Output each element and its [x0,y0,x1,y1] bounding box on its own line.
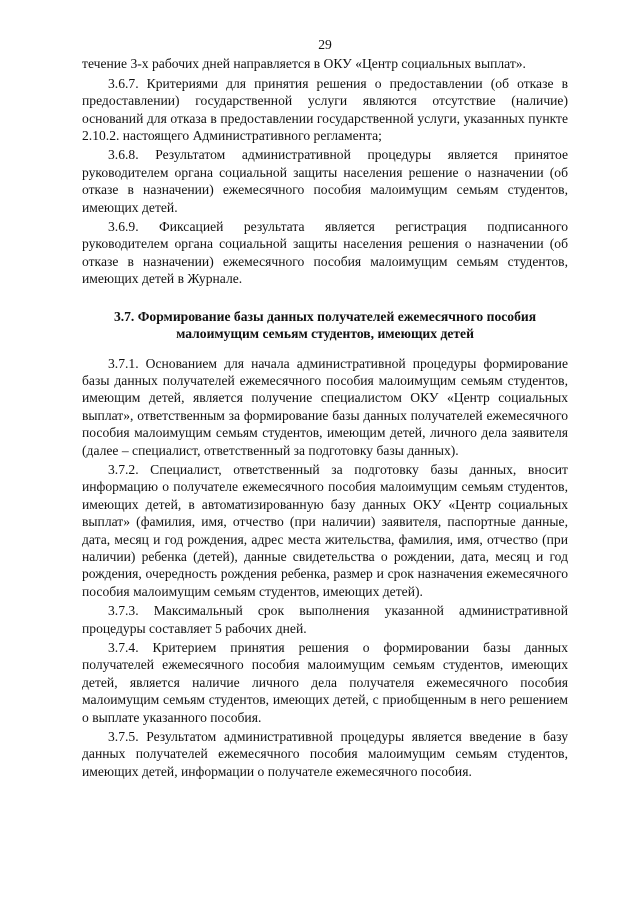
paragraph-3-7-5: 3.7.5. Результатом административной процедуры является введение в базу данных получателей ежемесячного пособия малоимущим семьям студентов, имеющих детей, информации о получателе ежемесячного пособия. [82,729,568,779]
paragraph-3-7-2: 3.7.2. Специалист, ответственный за подготовку базы данных, вносит информацию о получателе ежемесячного пособия малоимущим семьям студентов, имеющих детей, в автоматизированную базу данных ОКУ «Центр социальных выплат» (фамилия, имя, отчество (при наличии) заявителя, паспортные данные, дата, месяц и год рождения, адрес места жительства, фамилия, имя, отчество (при наличии) ребенка (детей), данные свидетельства о рождении, дата, месяц и год рождения, очередность рождения ребенка, размер и срок назначения ежемесячного пособия малоимущим семьям студентов, имеющих детей). [82,461,568,599]
paragraph-continuation: течение 3-х рабочих дней направляется в ОКУ «Центр социальных выплат». [82,56,526,72]
paragraph-3-7-3: 3.7.3. Максимальный срок выполнения указанной административной процедуры составляет 5 рабочих дней. [82,603,568,636]
paragraph-3-7-1: 3.7.1. Основанием для начала административной процедуры формирование базы данных получателей ежемесячного пособия малоимущим семьям студентов, имеющим детей, является получение специалистом ОКУ «Центр социальных выплат», ответственным за формирование базы данных получателей ежемесячного пособия малоимущим семьям студентов, имеющим детей, личного дела заявителя (далее – специалист, ответственный за подготовку базы данных). [82,355,568,458]
paragraph-3-6-8: 3.6.8. Результатом административной процедуры является принятое руководителем органа социальной защиты населения решение о назначении (об отказе в назначении) ежемесячного пособия малоимущим семьям студентов, имеющих детей. [82,147,568,215]
page-number: 29 [318,37,332,52]
paragraph-3-6-7: 3.6.7. Критериями для принятия решения о предоставлении (об отказе в предоставлении) государственной услуги являются отсутствие (наличие) оснований для отказа в предоставлении государственной услуги, указанных пункте 2.10.2. настоящего Административного регламента; [82,75,568,144]
section-heading-3-7: 3.7. Формирование базы данных получателей ежемесячного пособия малоимущим семьям студентов, имеющих детей [113,308,537,342]
paragraph-3-7-4: 3.7.4. Критерием принятия решения о формировании базы данных получателей ежемесячного пособия малоимущим семьям студентов, имеющих детей, является наличие личного дела получателя ежемесячного пособия малоимущим семьям студентов, имеющих детей, с приобщенным в него решением о выплате указанного пособия. [82,640,568,725]
paragraph-3-6-9: 3.6.9. Фиксацией результата является регистрация подписанного руководителем органа социальной защиты населения решения о назначении (об отказе в назначении) ежемесячного пособия малоимущим семьям студентов, имеющих детей в Журнале. [82,219,568,287]
